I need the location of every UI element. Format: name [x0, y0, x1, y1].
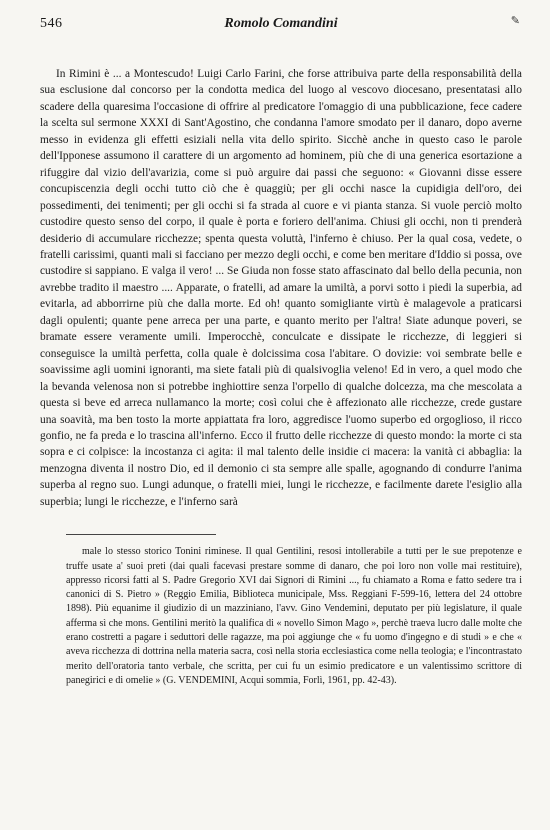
footnote-divider [66, 534, 216, 535]
footnote-paragraph: male lo stesso storico Tonini riminese. Il qual Gentilini, resosi intollerabile a tutti per le sue prepotenze e truffe usate a' suoi preti (dai quali facevasi prestare somme di danaro, che poi loro non volle mai restituire), appresso ricorsi fatti al S. Padre Gregorio XVI dai Signori di Rimini ..., fu chiamato a Roma e fatto sedere tra i canonici di S. Pietro » (Reggio Emilia, Biblioteca municipale, Mss. Reggiani F-599-16, lettera del 24 ottobre 1898). Più equanime il giudizio di un mazziniano, l'avv. Gino Vendemini, deputato per più legislature, il quale afferma sì che mons. Gentilini meritò la qualifica di « novello Simon Mago », perchè traeva lucro dalle molte che erano costretti a pagare i seduttori delle ragazze, ma poi aggiunge che « fu uomo d'ingegno e di studi » e che « aveva ricchezza di dottrina nella materia sacra, così nella storia ecclesiastica come nella teologia; e l'incontrastato merito dell'oratoria tanto verbale, che scritta, per cui fu un esimio predicatore e un valentissimo scrittore di panegirici e di omelie » (G. VENDEMINI, Acqui sommia, Forlì, 1961, pp. 42-43). [66, 546, 522, 686]
page-number: 546 [40, 16, 63, 31]
main-text [40, 66, 522, 510]
running-head: Romolo Comandini [224, 16, 338, 31]
page-header [40, 14, 522, 40]
footnotes [40, 545, 522, 688]
body-paragraph: In Rimini è ... a Montescudo! Luigi Carlo Farini, che forse attribuiva parte della responsabilità della sua esclusione dal concorso per la condotta medica del luogo al vescovo diocesano, presentatasi allo scadere della quaresima l'occasione di offrire al predicatore l'omaggio di una pubblicazione, fece cadere la scelta sul sermone XXXI di Sant'Agostino, che condanna l'amore smodato per il danaro, dopo averne messo in evidenza gli effetti esiziali nella vita dello spirito. Sicchè anche in questo caso le parole dell'Ipponese assumono il carattere di un argomento ad hominem, più che di una generica esortazione a rifuggire dal vizio dell'avarizia, come si può arguire dai passi che seguono: « Giovanni disse essere concupiscenzia degli occhi tutto ciò che è quaggiù; per gli occhi nasce la cupidigia dell'oro, dei possedimenti, dei tenimenti; per gli occhi si fa strada al cuore e vi pianta stanza. Si vuole perciò molto custodire questo senso del corpo, il quale è porta e foriero dell'anima. Chiusi gli occhi, non ti prenderà desiderio di accumulare ricchezze; spenta questa voluttà, l'inferno è chiuso. Per la qual cosa, vedete, o fratelli carissimi, quanti mali si facciano per mezzo degli occhi, e come ben meritare d'Iddio si possa, ove custodire si sappiano. E valga il vero! ... Se Giuda non fosse stato affascinato dal bello della pecunia, non avrebbe tradito il maestro .... Apparate, o fratelli, ad amare la umiltà, a porvi sotto i piedi la superbia, ad evitarla, ad abborrirne più che dalla morte. Ed oh! quanto somigliante virtù è malagevole a praticarsi dagli opulenti; quante pene arreca per una parte, e quanto merito per l'altra! Siate adunque poveri, se bramate essere veramente umili. Imperocchè, conculcate e dissipate le ricchezze, di leggieri si conseguisce la umiltà perfetta, colla quale è dolcissima cosa l'abitare. O dovizie: voi sembrate belle e soavissime agli uomini ignoranti, ma siete fatali più di qualsivoglia veleno! Ed in vero, a quel modo che la bevanda velenosa non si potrebbe inghiottire senza l'orpello di qualche dolcezza, ma che mescolata a questa si beve ed arreca nullamanco la morte; così colui che è affezionato alle ricchezze, crede gustare una soavità, ma ben tosto la morte appiattata fra loro, aggredisce l'uomo superbo ed orgoglioso, il ricco gonfio, ne fa preda e lo trascina all'inferno. Ecco il frutto delle ricchezze di questo mondo: la morte ci sta sopra e ci colpisce: la incostanza ci agita: il mal talento delle insidie ci macera: la vanità ci abbaglia: la menzogna diventa il nostro Dio, ed il demonio ci sta sempre alle spalle, agognando di condurre l'anima superba al regno suo. Lungi adunque, o fratelli miei, lungi le ricchezze, e facilmente darete l'esiglio alla superbia; lungi le ricchezze, e l'inferno sarà [40, 68, 522, 508]
pencil-mark-icon: ✎ [510, 15, 520, 27]
